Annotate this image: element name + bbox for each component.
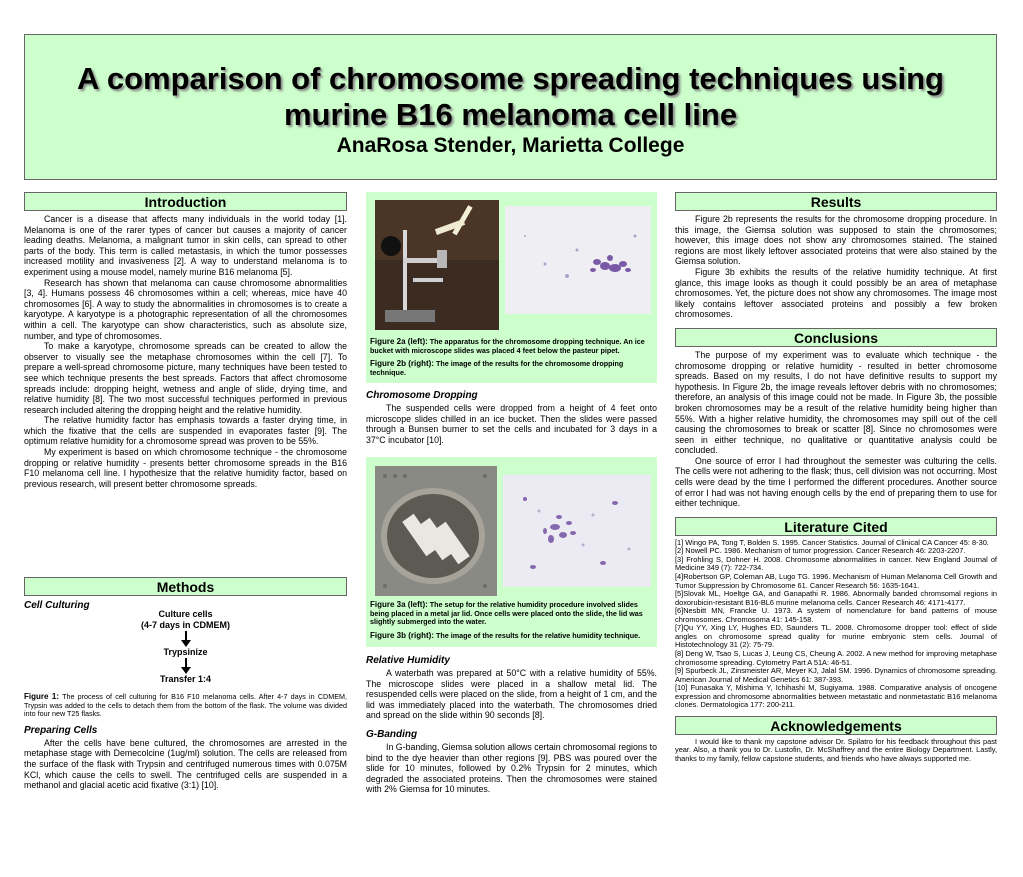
conclusions-body	[675, 350, 997, 509]
cell-culturing-title: Cell Culturing	[24, 600, 90, 611]
acknowledgements-body	[675, 738, 997, 764]
results-body	[675, 214, 997, 320]
poster-header	[24, 34, 997, 180]
chromosome-dropping-title: Chromosome Dropping	[366, 390, 478, 401]
figure-2b-label: Figure 2b (right):	[370, 359, 434, 368]
humidity-setup-illustration	[375, 466, 497, 596]
figure-3a-caption	[370, 601, 653, 627]
figure-3b-text: The image of the results for the relative humidity technique.	[436, 631, 641, 640]
down-arrow-icon	[181, 631, 191, 647]
acknowledgements-text: I would like to thank my capstone advisor Dr. Spilatro for his feedback throughout this past year. Also, a thank you to Dr. Lustofin, Dr. McShaffrey and the entire Biology Department. Lastly, thanks to my family, fellow capstone students, and friends who have always supported me.	[675, 736, 997, 763]
relative-humidity-title: Relative Humidity	[366, 655, 450, 666]
left-column	[24, 192, 347, 489]
figure-3b-micrograph	[503, 475, 651, 587]
preparing-cells-title: Preparing Cells	[24, 724, 98, 736]
right-column	[675, 192, 997, 763]
figure-2a-label: Figure 2a (left):	[370, 337, 428, 346]
relative-humidity-section	[366, 655, 657, 795]
flow-step-transfer: Transfer 1:4	[159, 674, 212, 684]
figure-3a-label: Figure 3a (left):	[370, 600, 428, 609]
flow-step-culture: Culture cells	[158, 609, 213, 619]
flow-step-trypsinize: Trypsinize	[163, 647, 208, 657]
preparing-cells-text: After the cells have bene cultured, the chromosomes are arrested in the metaphase stage with Demecolcine (1ug/ml) solution. The cells are released from the surface of the flask with Trypsin and centrifuged numerous times with 0.075M KCl, which cause the cells to swell. The centrifuged cells are suspended in a methanol and glacial acetic acid fixative (3:1) [10].	[24, 737, 347, 791]
intro-paragraph: Cancer is a disease that affects many individuals in the world today [1]. Melanoma is one of the rarer types of cancer but causes a majority of cancer leading deaths. Melanoma, a malignant tumor in skin cells, can spread to other parts of the body. This term is called metastasis, in which the tumor possesses increased motility and invasiveness [2]. A way to understand melanoma is to experiment using a mouse model, namely murine B16 melanoma [5].	[24, 214, 347, 277]
reference-item: [8] Deng W, Tsao S, Lucas J, Leung CS, Cheung A. 2002. A new method for improving metaphase chromosome spreading. Cytometry Part A 51A: 46-51.	[675, 648, 997, 667]
chromosome-dropping-section	[366, 390, 657, 445]
figure-3b-label: Figure 3b (right):	[370, 631, 434, 640]
intro-paragraph: My experiment is based on which chromosome technique - the chromosome dropping or relative humidity - presents better chromosome spreads in the B16 F10 melanoma cell line. I hypothesize that the relative humidity factor, based on previous research, will present better chromosome spreads.	[24, 447, 347, 489]
reference-item: [2] Nowell PC. 1986. Mechanism of tumor progression. Cancer Research 46: 2203-2207.	[675, 546, 966, 556]
chromosome-dropping-body	[366, 403, 657, 445]
figure-2a-photo	[375, 200, 499, 330]
results-paragraph: Figure 3b exhibits the results of the relative humidity technique. At first glance, this image looks as though it could possibly be an area of metaphase chromosomes. Yet, the picture does not show any chromosomes. The image most likely contains leftover associated proteins and possibly a few broken chromosomes.	[675, 266, 997, 320]
dropping-result-micrograph	[505, 206, 651, 314]
reference-item: [7]Qu YY, Xing LY, Hughes ED, Saunders TL. 2008. Chromosome dropper tool: effect of slide angles on chromosome spread quality for murine embryonic stem cells. Journal of Histotechnology 31 (2): 75-79.	[675, 623, 997, 650]
reference-item: [9] Spurbeck JL, Zinsmeister AR, Meyer KJ, Jalal SM. 1996. Dynamics of chromosome spreading. American Journal of Medical Genetics 61: 387-393.	[675, 666, 997, 684]
results-paragraph: Figure 2b represents the results for the chromosome dropping procedure. In this image, the Giemsa solution was supposed to stain the chromosomes; however, this image does not show any chromosomes stained. The stained regions are most likely leftover associated proteins that were also stained by the Giemsa solution.	[675, 214, 997, 267]
conclusions-paragraph: The purpose of my experiment was to evaluate which technique - the chromosome dropping or relative humidity - resulted in better chromosome spreads. Based on my results, I do not have definitive results to support my hypothesis. In Figure 2b, the image reveals leftover debris with no chromosomes; therefore, an analysis of this image could not be made. In Figure 3b, the possible broken chromosomes may be a result of the relative humidity being higher than 55%. With a higher relative humidity, the chromosomes may spill out of the cell causing the chromosomes to break or scatter [8]. Since no chromosomes were seen in either technique, no qualitative or quantitative analysis could be concluded.	[675, 349, 997, 456]
methods-heading: Methods	[24, 577, 347, 596]
chromosome-dropping-text: The suspended cells were dropped from a height of 4 feet onto microscope slides chilled in an ice bucket. Then the slides were passed through a Bunsen burner to set the cells and incubated for 3 days in a 37°C incubator [10].	[366, 403, 657, 445]
acknowledgements-heading: Acknowledgements	[675, 716, 997, 735]
poster-author: AnaRosa Stender, Marietta College	[336, 134, 685, 157]
reference-item: [1] Wingo PA, Tong T, Bolden S. 1995. Cancer Statistics. Journal of Clinical CA Cancer 45: 8-30.	[675, 537, 989, 547]
literature-cited-heading: Literature Cited	[675, 517, 997, 536]
conclusions-heading: Conclusions	[675, 328, 997, 347]
figure-1-text: The process of cell culturing for B16 F10 melanoma cells. After 4-7 days in CDMEM, Trypsin was added to the cells to detach them from the bottom of the flask. The volume was divided into four new T25 flasks.	[24, 692, 348, 719]
relative-humidity-text: A waterbath was prepared at 50°C with a relative humidity of 55%. The microscope slides were placed in a shallow metal lid. The resuspended cells were placed on the slide, from a height of 1 cm, and the lid was immediately placed into the waterbath. The chromosomes dried and spread on the slide within 90 seconds [8].	[366, 668, 657, 721]
intro-paragraph: To make a karyotype, chromosome spreads can be created to allow the observer to visually see the metaphase chromosomes within the cell [7]. To prepare a well-spread chromosome picture, many techniques have been tested to see which technique presents the best spreads. Factors that affect chromosome spreads include: dropping height, wetness and angle of slide, drying time, and relative humidity [8]. The two most successful techniques performed in previous research included altering the dropping height and the relative humidity.	[24, 341, 347, 415]
introduction-heading: Introduction	[24, 192, 347, 211]
reference-item: [5]Slovak ML, Hoeltge GA, and Ganapathi R. 1986. Abnormally banded chromsomal regions in doxorubicin-resistant B16-BL6 murine melanoma cells. Cancer Research 46: 4171-4177.	[675, 589, 997, 607]
literature-cited-list	[675, 539, 997, 710]
figure-2b-text: The image of the results for the chromosome dropping technique.	[370, 359, 624, 377]
flow-step-culture-days: (4-7 days in CDMEM)	[140, 620, 230, 630]
relative-humidity-body	[366, 668, 657, 721]
figure-1-label: Figure 1:	[24, 692, 59, 701]
preparing-cells-body	[24, 738, 347, 791]
figure-1-caption	[24, 693, 347, 719]
culture-flowchart	[24, 609, 347, 685]
humidity-result-micrograph	[503, 475, 651, 587]
figure-2a-text: The apparatus for the chromosome dropping technique. An ice bucket with microscope slides was placed 4 feet below the pasteur pipet.	[370, 337, 645, 355]
g-banding-title: G-Banding	[366, 728, 418, 740]
g-banding-body	[366, 742, 657, 795]
g-banding-text: In G-banding, Giemsa solution allows certain chromosomal regions to bind to the dye heavier than other regions [9]. PBS was poured over the slide for 10 minutes, followed by 0.2% Trypsin for 2 minutes, which degraded the associated proteins. Then the chromosomes were stained with 2% Giemsa for 10 minutes.	[366, 741, 657, 795]
introduction-body	[24, 214, 347, 489]
figure-3a-text: The setup for the relative humidity procedure involved slides being placed in a metal jar lid. Once cells were placed onto the slide, the lid was slightly submerged into the water.	[370, 600, 643, 627]
figure-3a-photo	[375, 466, 497, 596]
results-heading: Results	[675, 192, 997, 211]
figure-2b-micrograph	[505, 206, 651, 314]
intro-paragraph: Research has shown that melanoma can cause chromosome abnormalities [3, 4]. Humans possess 46 chromosomes within a cell; whereas, mice have 40 chromosomes [6]. A way to study the abnormalities in chromosomes is to create a karyotype. A karyotype is a photographic representation of all the chromosomes within a cell. The karyotype can show characteristics, such as absolute size, number, and type of chromosomes.	[24, 277, 347, 341]
dropping-apparatus-illustration	[375, 200, 499, 330]
conclusions-paragraph: One source of error I had throughout the semester was culturing the cells. The cells were not adhering to the flask; thus, cell division was not occurring. Most cells were dead by the time I performed the different procedures. Another source of error I had was not having enough cells by the end of preparing them to use for either technique.	[675, 455, 997, 509]
poster-title: A comparison of chromosome spreading techniques using murine B16 melanoma cell line	[77, 61, 944, 132]
intro-paragraph: The relative humidity factor has emphasis towards a faster drying time, in which the fixative that the cells are suspended in evaporates faster [9]. The optimum relative humidity for a chromosome spread was proven to be 55%.	[24, 415, 347, 447]
down-arrow-icon	[181, 658, 191, 674]
reference-item: [4]Robertson GP, Coleman AB, Lugo TG. 1996. Mechanism of Human Melanoma Cell Growth and Tumor Suppression by Chromosome 61. Cancer Research 56: 1635-1641.	[675, 572, 997, 590]
reference-item: [3] Frohling S, Dohner H. 2008. Chromosome abnormalities in cancer. New England Journal of Medicine 349 (7): 722-734.	[675, 554, 997, 573]
figure-2-panel	[366, 192, 657, 383]
figure-3b-caption	[370, 632, 653, 641]
figure-2a-caption	[370, 338, 653, 355]
reference-item: [6]Nesbitt MN, Francke U. 1973. A system of nomenclature for band patterns of mouse chromosomes. Chromosoma 41: 145-158.	[675, 606, 997, 624]
figure-3-panel	[366, 457, 657, 647]
reference-item: [10] Funasaka Y, Mishima Y, Ichihashi M, Sugiyama. 1988. Comparative analysis of oncogene expression and chromosome abnormalities between metastatic and nonmetastatic B16 melanoma clones. Dermatologica 177: 200-211.	[675, 683, 997, 710]
methods-section	[24, 577, 347, 791]
figure-2b-caption	[370, 360, 653, 377]
